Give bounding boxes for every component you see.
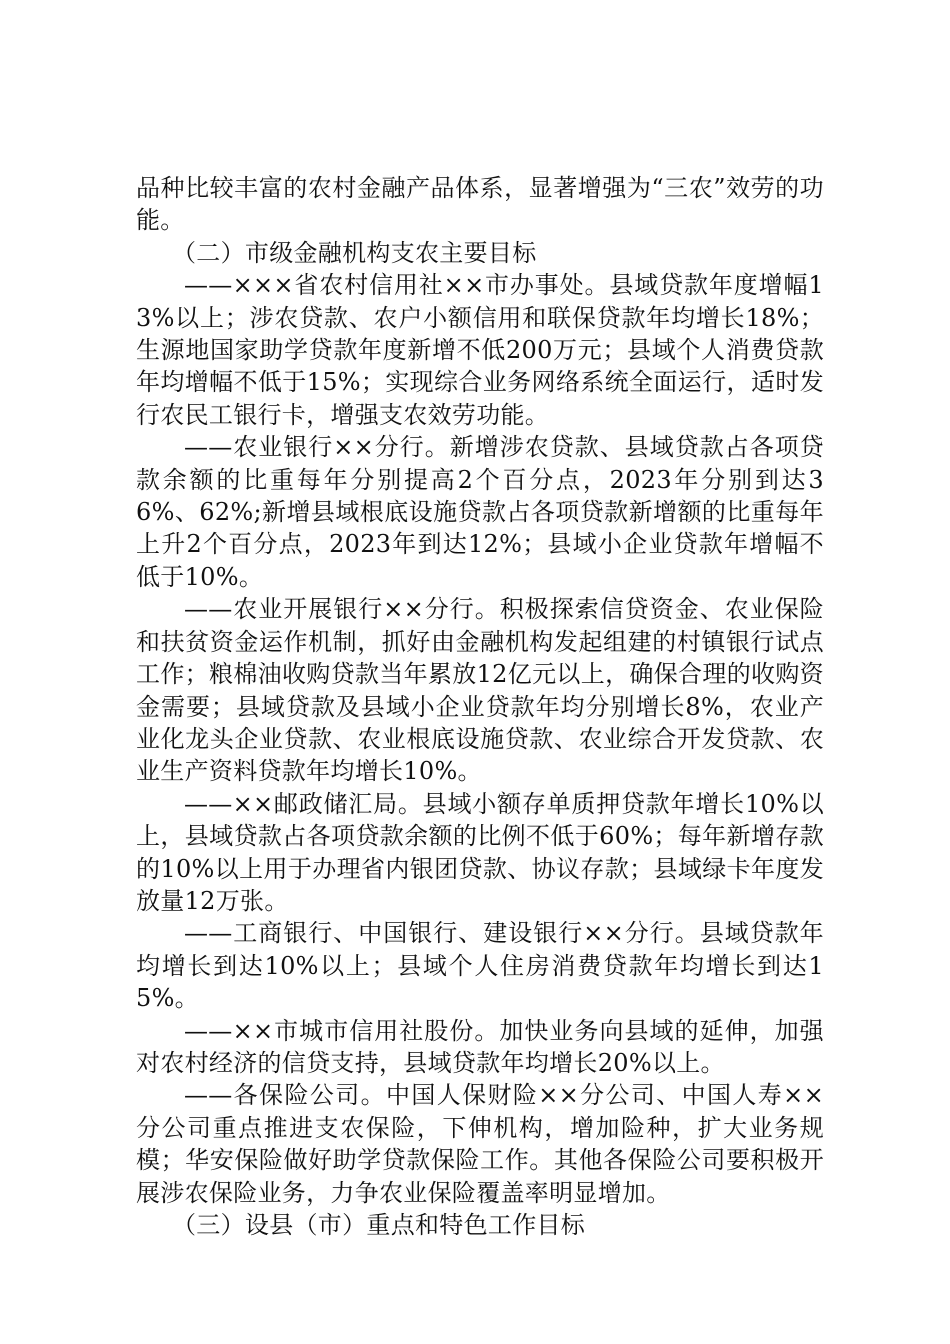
paragraph-agricultural-development-bank: ——农业开展银行××分行。积极探索信贷资金、农业保险和扶贫资金运作机制，抓好由金融机构发起组建的村镇银行试点工作；粮棉油收购贷款当年累放12亿元以上，确保合理的收购资金需要；县域贷款及县域小企业贷款年均分别增长8%，农业产业化龙头企业贷款、农业根底设施贷款、农业综合开发贷款、农业生产资料贷款年均增长10%。 [136,595,824,786]
paragraph-continuation: 品种比较丰富的农村金融产品体系，显著增强为“三农”效劳的功能。 [136,174,824,235]
paragraph-rural-credit-cooperative: ——×××省农村信用社××市办事处。县域贷款年度增幅13%以上；涉农贷款、农户小额信用和联保贷款年均增长18%；生源地国家助学贷款年度新增不低200万元；县域个人消费贷款年均增幅不低于15%；实现综合业务网络系统全面运行，适时发行农民工银行卡，增强支农效劳功能。 [136,271,824,429]
document-page [136,172,824,1241]
paragraph-insurance-companies: ——各保险公司。中国人保财险××分公司、中国人寿××分公司重点推进支农保险，下伸机构，增加险种，扩大业务规模；华安保险做好助学贷款保险工作。其他各保险公司要积极开展涉农保险业务，力争农业保险覆盖率明显增加。 [136,1081,824,1207]
paragraph-postal-savings: ——××邮政储汇局。县域小额存单质押贷款年增长10%以上，县域贷款占各项贷款余额的比例不低于60%；每年新增存款的10%以上用于办理省内银团贷款、协议存款；县域绿卡年度发放量12万张。 [136,789,824,915]
section-heading-3: （三）设县（市）重点和特色工作目标 [172,1211,586,1239]
paragraph-commercial-banks: ——工商银行、中国银行、建设银行××分行。县域贷款年均增长到达10%以上；县域个人住房消费贷款年均增长到达15%。 [136,919,824,1013]
section-heading-2: （二）市级金融机构支农主要目标 [172,238,537,267]
paragraph-agricultural-bank: ——农业银行××分行。新增涉农贷款、县域贷款占各项贷款余额的比重每年分别提高2个百分点，2023年分别到达36%、62%;新增县域根底设施贷款占各项贷款新增额的比重每年上升2个百分点，2023年到达12%；县域小企业贷款年增幅不低于10%。 [136,433,824,591]
paragraph-urban-credit-cooperative: ——××市城市信用社股份。加快业务向县域的延伸，加强对农村经济的信贷支持，县域贷款年均增长20%以上。 [136,1016,824,1077]
